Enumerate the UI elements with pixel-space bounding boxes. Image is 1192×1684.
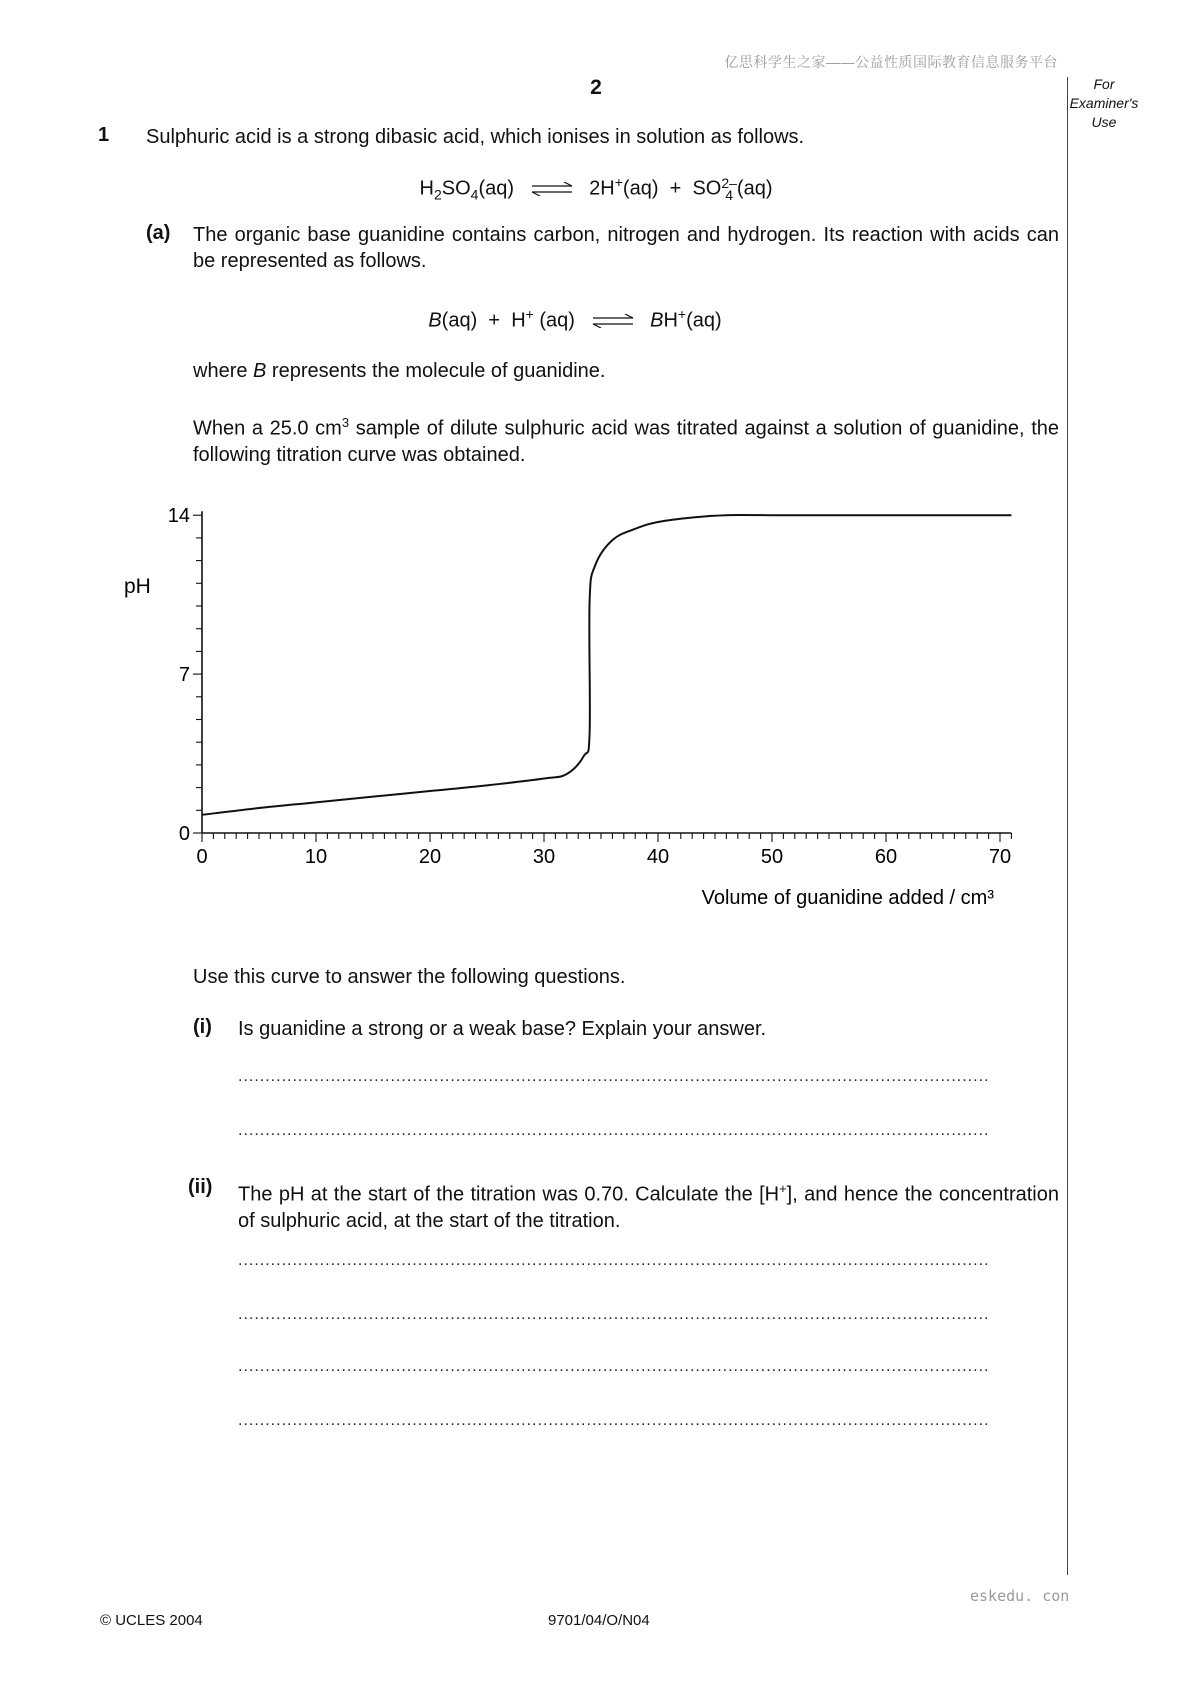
eq2-h: H bbox=[511, 309, 526, 332]
watermark: 亿思科学生之家——公益性质国际教育信息服务平台 bbox=[724, 54, 1058, 70]
answer-line[interactable]: .......................................................................................................................................... bbox=[238, 1412, 990, 1429]
examiner-use-label bbox=[1064, 75, 1144, 132]
x-tick-label: 10 bbox=[304, 846, 328, 868]
answer-line[interactable]: .......................................................................................................................................... bbox=[238, 1358, 990, 1375]
y-axis-label: pH bbox=[124, 575, 151, 598]
sub-ii-text bbox=[238, 1176, 1059, 1234]
eq2-bh-b: B bbox=[650, 309, 664, 332]
examiner-margin-line bbox=[1067, 77, 1068, 1575]
use-curve-text: Use this curve to answer the following questions. bbox=[193, 966, 626, 988]
where-b-text bbox=[193, 358, 605, 384]
titration-curve bbox=[202, 515, 1011, 815]
guanidine-equation bbox=[0, 306, 1150, 333]
y-tick-label: 0 bbox=[178, 823, 190, 845]
where-pre: where bbox=[193, 360, 254, 382]
eq2-aq3: (aq) bbox=[686, 309, 722, 332]
x-axis-label: Volume of guanidine added / cm³ bbox=[701, 887, 994, 909]
sub-i-text: Is guanidine a strong or a weak base? Explain your answer. bbox=[238, 1018, 767, 1040]
eq1-2h: 2H bbox=[589, 177, 615, 200]
eq1-h: H bbox=[419, 177, 434, 200]
eq2-bh-charge: + bbox=[677, 306, 687, 322]
sub-ii-sup: + bbox=[779, 1181, 787, 1196]
part-a-text: The organic base guanidine contains carbon, nitrogen and hydrogen. Its reaction with acids can be represented as follows. bbox=[193, 224, 1059, 272]
sub-i-label: (i) bbox=[193, 1016, 212, 1038]
eq1-plus: + bbox=[669, 177, 682, 200]
eq1-so4-charge: 2– bbox=[721, 175, 737, 192]
eq1-so: SO bbox=[441, 177, 471, 200]
x-tick-label: 70 bbox=[988, 846, 1012, 868]
x-tick-label: 50 bbox=[760, 846, 784, 868]
site-watermark: eskedu. con bbox=[970, 1587, 1070, 1605]
question-number: 1 bbox=[98, 124, 110, 146]
eq1-so4-aq: (aq) bbox=[736, 177, 773, 200]
answer-line[interactable]: .......................................................................................................................................... bbox=[238, 1252, 990, 1269]
eq2-aq2: (aq) bbox=[539, 309, 575, 332]
eq1-sub-4: 4 bbox=[470, 186, 479, 203]
ionisation-equation bbox=[0, 174, 1192, 203]
examiner-line-3: Use bbox=[1091, 114, 1117, 130]
titration-intro bbox=[193, 410, 1059, 468]
x-tick-label: 30 bbox=[532, 846, 556, 868]
examiner-line-2: Examiner's bbox=[1069, 95, 1139, 111]
sub-ii-pre: The pH at the start of the titration was 0.70. Calculate the [H bbox=[238, 1183, 780, 1206]
x-tick-label: 60 bbox=[874, 846, 898, 868]
answer-line[interactable]: .......................................................................................................................................... bbox=[238, 1122, 990, 1139]
eq2-bh-h: H bbox=[663, 309, 678, 332]
y-tick-label: 7 bbox=[178, 664, 190, 687]
eq1-h-aq: (aq) bbox=[622, 177, 659, 200]
titration-intro-post: sample of dilute sulphuric acid was titrated against a solution of guanidine, the following titration curve was obtained. bbox=[193, 417, 1059, 466]
examiner-line-1: For bbox=[1093, 76, 1115, 92]
equilibrium-arrow-icon bbox=[530, 182, 574, 196]
part-a-label: (a) bbox=[146, 222, 171, 244]
equilibrium-arrow-icon bbox=[591, 314, 635, 328]
eq1-aq: (aq) bbox=[478, 177, 515, 200]
titration-intro-pre: When a 25.0 cm bbox=[193, 417, 342, 440]
sub-ii-label: (ii) bbox=[188, 1176, 213, 1198]
eq1-so4-sub: 4 bbox=[725, 187, 734, 204]
copyright: © UCLES 2004 bbox=[100, 1612, 203, 1629]
paper-code: 9701/04/O/N04 bbox=[548, 1612, 650, 1629]
eq2-plus: + bbox=[488, 309, 501, 332]
titration-intro-sup: 3 bbox=[341, 415, 350, 430]
question-intro: Sulphuric acid is a strong dibasic acid, which ionises in solution as follows. bbox=[146, 126, 805, 148]
eq2-h-charge: + bbox=[525, 306, 534, 322]
where-post: represents the molecule of guanidine. bbox=[266, 360, 606, 382]
eq2-b: B bbox=[428, 309, 442, 332]
y-tick-label: 14 bbox=[167, 505, 190, 528]
sub-ii-post: ], and hence the concentration of sulphuric acid, at the start of the titration. bbox=[238, 1183, 1059, 1232]
page-number: 2 bbox=[590, 76, 602, 99]
answer-line[interactable]: .......................................................................................................................................... bbox=[238, 1068, 990, 1085]
where-b: B bbox=[253, 360, 267, 382]
titration-curve-chart bbox=[110, 500, 1040, 920]
eq2-aq1: (aq) bbox=[441, 309, 478, 332]
answer-line[interactable]: .......................................................................................................................................... bbox=[238, 1306, 990, 1323]
eq1-sub-2: 2 bbox=[433, 186, 442, 203]
x-tick-label: 40 bbox=[646, 846, 670, 868]
x-tick-label: 0 bbox=[196, 846, 208, 868]
eq1-so4: SO bbox=[692, 177, 722, 200]
eq1-h-charge: + bbox=[614, 174, 623, 190]
x-tick-label: 20 bbox=[418, 846, 442, 868]
